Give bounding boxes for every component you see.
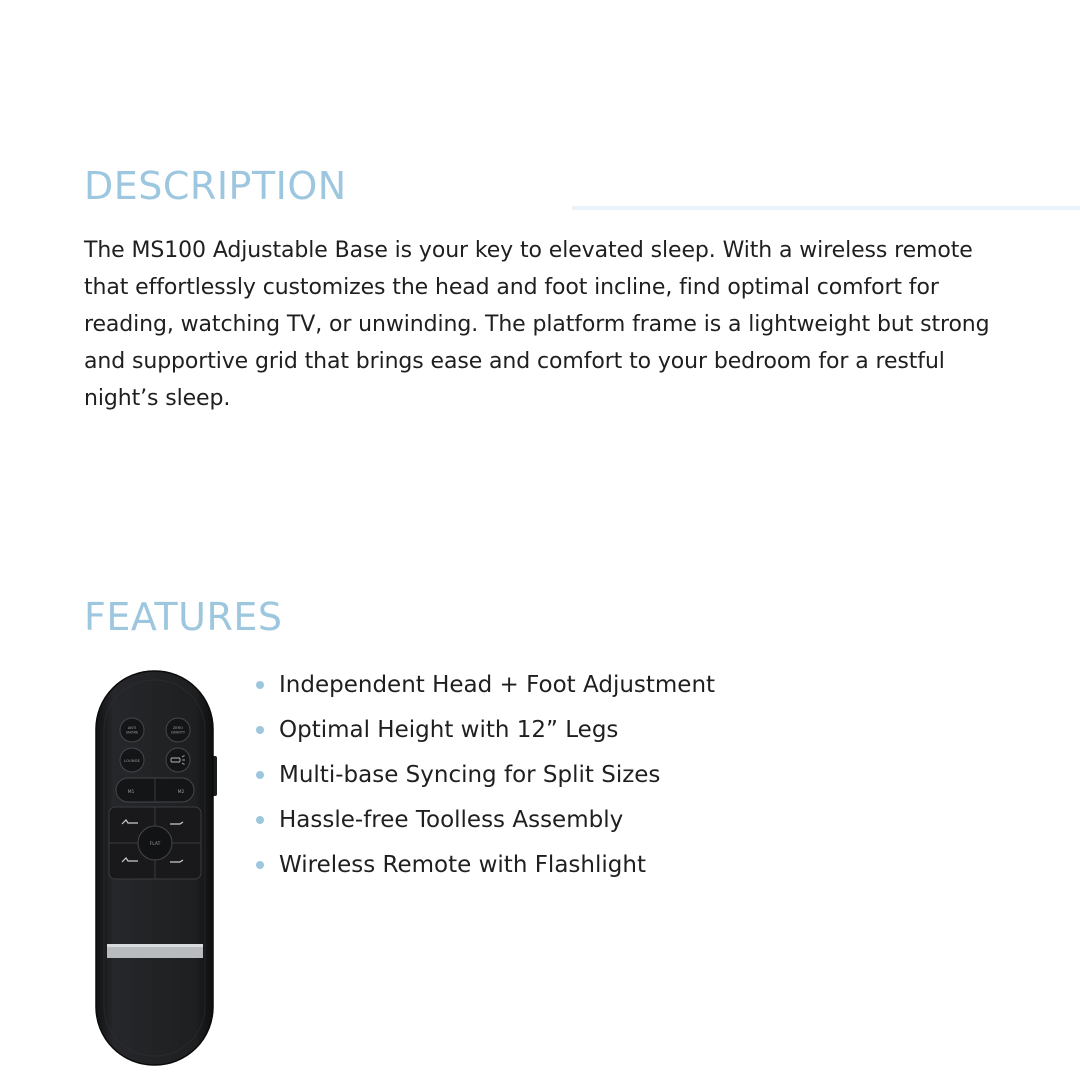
bullet-icon bbox=[256, 861, 264, 869]
feature-item: Wireless Remote with Flashlight bbox=[256, 844, 715, 889]
bullet-icon bbox=[256, 681, 264, 689]
svg-text:ANTI: ANTI bbox=[127, 726, 137, 730]
bullet-icon bbox=[256, 771, 264, 779]
features-list bbox=[256, 664, 715, 889]
features-heading: FEATURES bbox=[84, 595, 283, 639]
svg-text:M1: M1 bbox=[127, 790, 135, 795]
flashlight-button bbox=[166, 748, 190, 772]
svg-text:LOUNGE: LOUNGE bbox=[124, 758, 140, 763]
description-heading: DESCRIPTION bbox=[84, 164, 347, 208]
svg-text:ZERO: ZERO bbox=[172, 726, 184, 730]
svg-text:FLAT: FLAT bbox=[149, 842, 161, 847]
heading-divider bbox=[572, 206, 1080, 210]
svg-text:M2: M2 bbox=[177, 790, 185, 795]
feature-item: Hassle-free Toolless Assembly bbox=[256, 799, 715, 844]
feature-item: Optimal Height with 12” Legs bbox=[256, 709, 715, 754]
feature-item: Multi-base Syncing for Split Sizes bbox=[256, 754, 715, 799]
svg-text:SNORE: SNORE bbox=[125, 730, 139, 735]
feature-item: Independent Head + Foot Adjustment bbox=[256, 664, 715, 709]
bullet-icon bbox=[256, 726, 264, 734]
svg-text:GRAVITY: GRAVITY bbox=[170, 730, 186, 735]
description-text: The MS100 Adjustable Base is your key to elevated sleep. With a wireless remote that effortlessly customizes the head and foot incline, find optimal comfort for reading, watching TV, or unwinding. The platform frame is a lightweight but strong and supportive grid that brings ease and comfort to your bedroom for a restful night’s sleep. bbox=[84, 238, 990, 411]
remote-control-image bbox=[92, 668, 218, 1068]
bullet-icon bbox=[256, 816, 264, 824]
